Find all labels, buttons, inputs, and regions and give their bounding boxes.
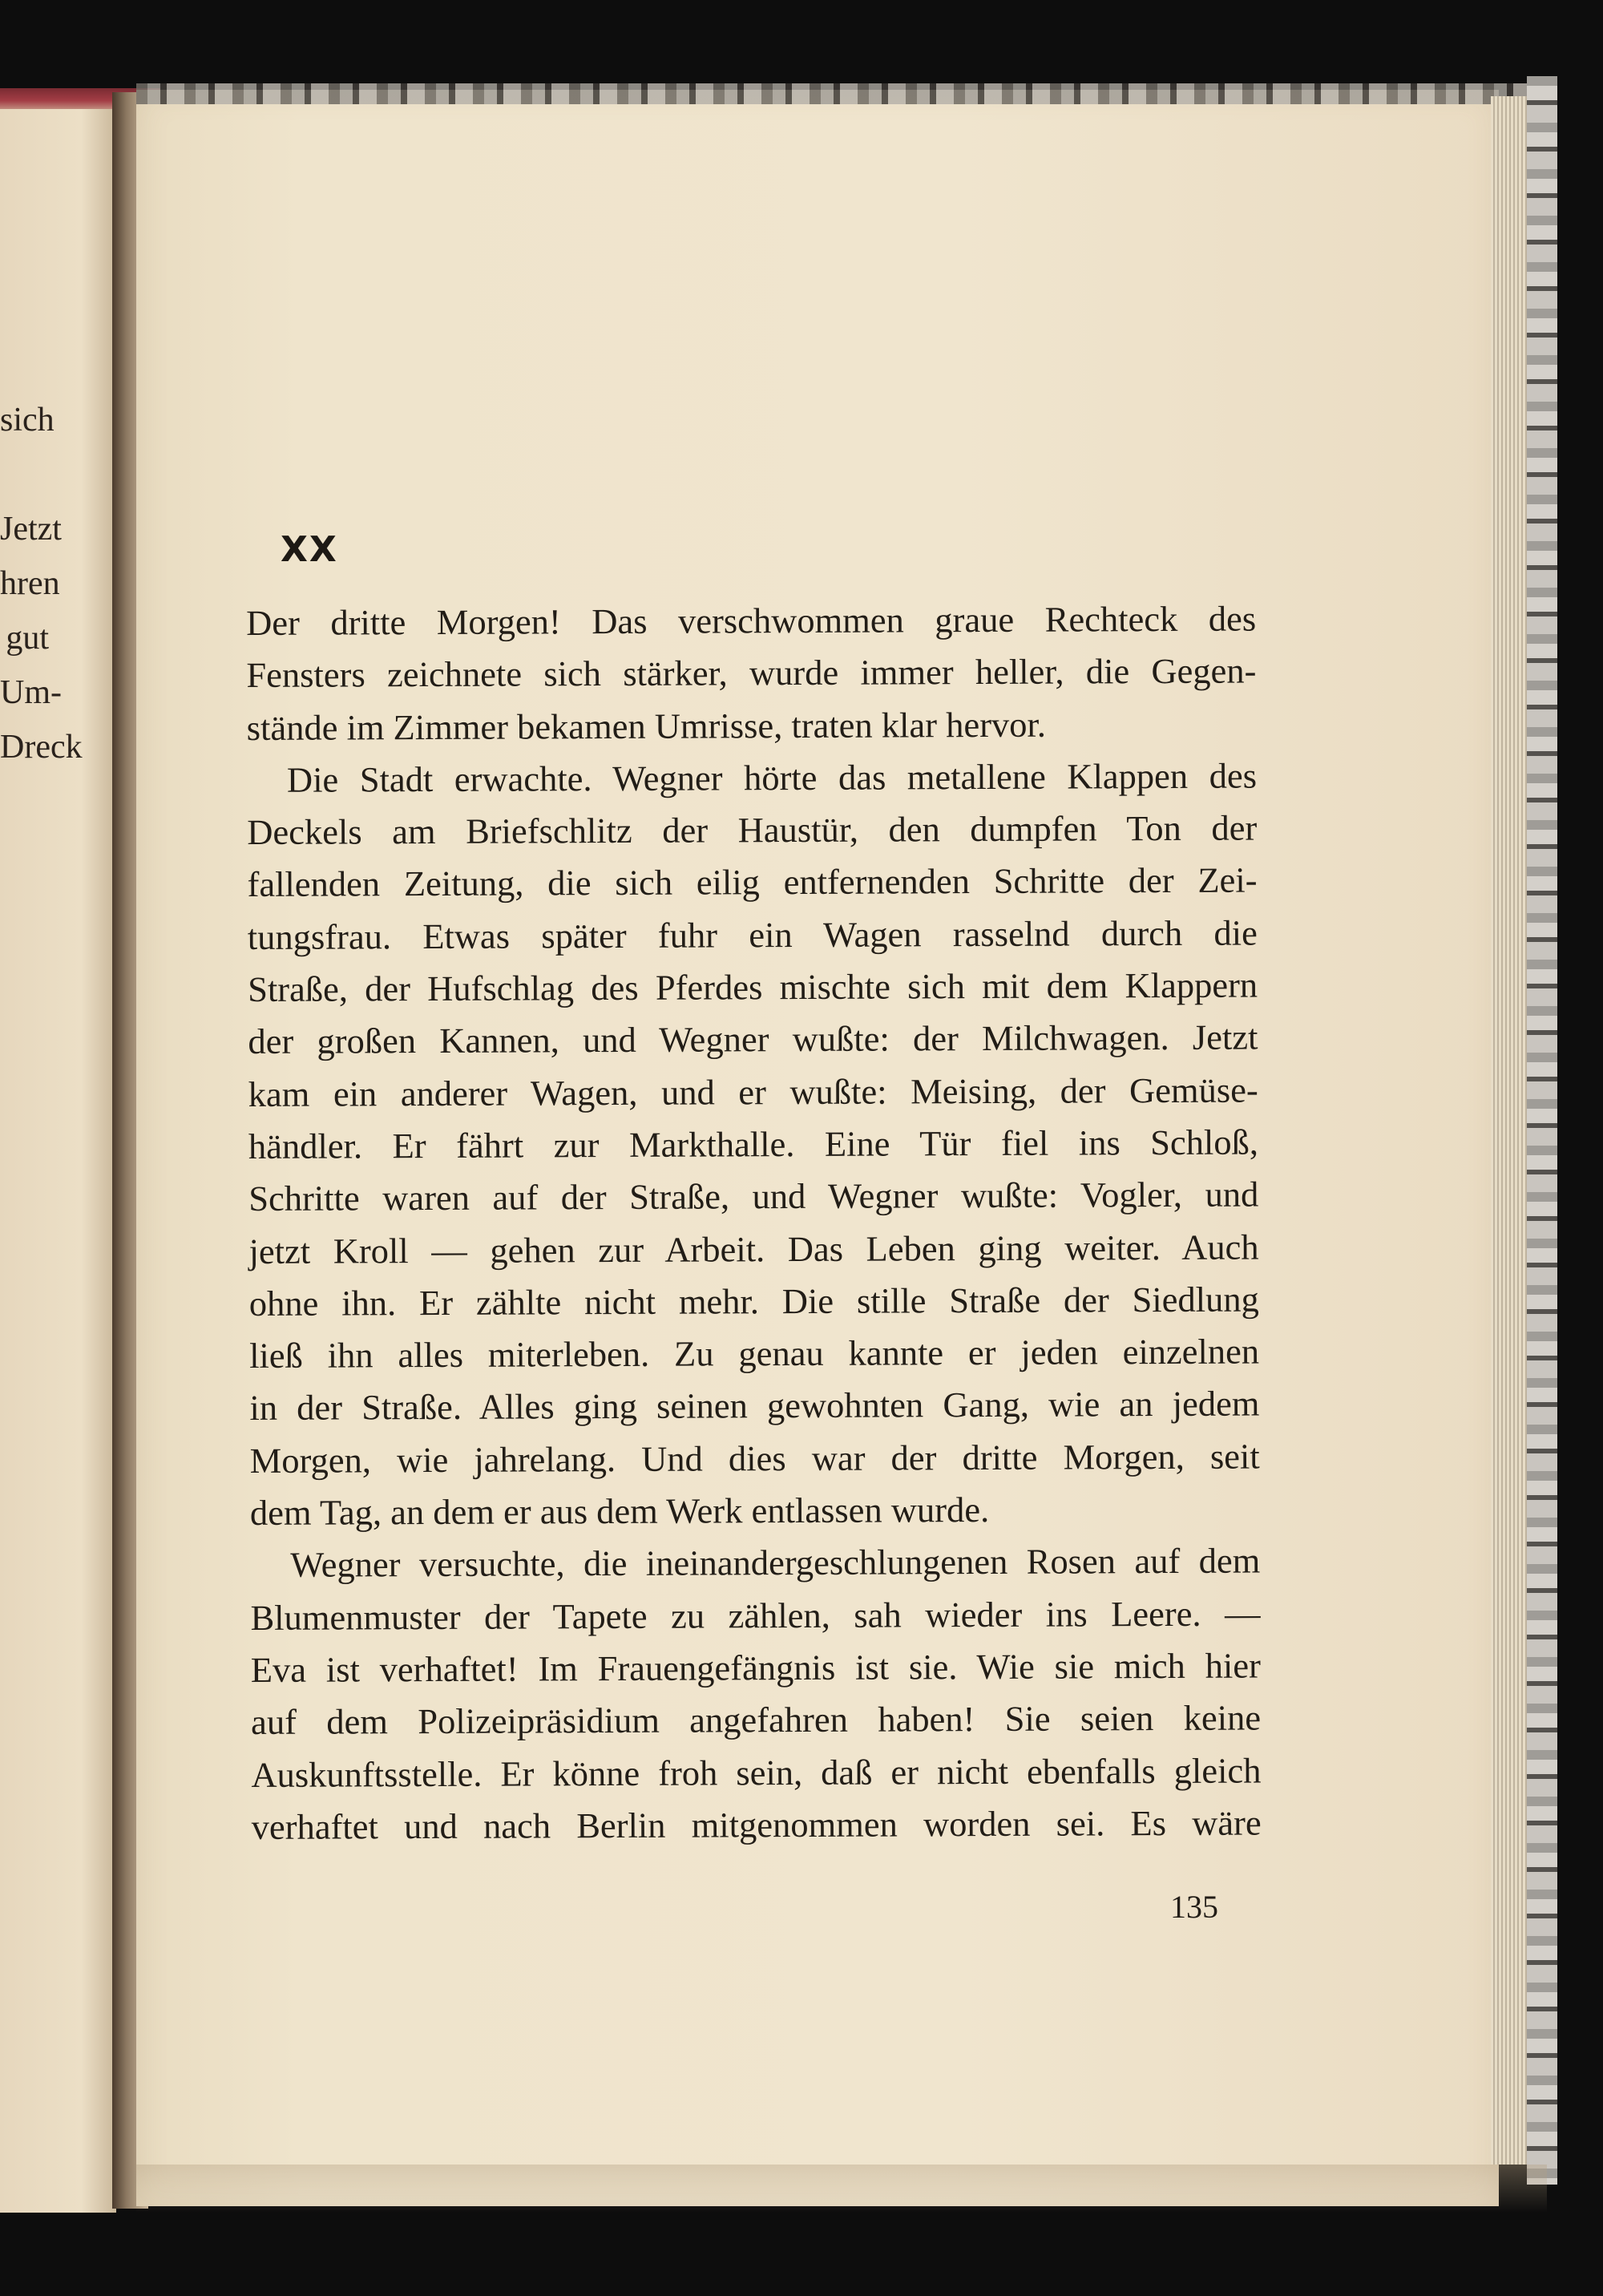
text-line: Die Stadt erwachte. Wegner hörte das metallene Klappen des [286, 755, 1258, 800]
left-fragment: sich [0, 402, 55, 439]
text-line: Blumenmuster der Tapete zu zählen, sah wieder ins Leere. — [250, 1593, 1261, 1638]
text-line: dem Tag, an dem er aus dem Werk entlassen wurde. [249, 1490, 990, 1534]
text-line: kam ein anderer Wagen, und er wußte: Meising, der Gemüse- [248, 1069, 1258, 1114]
text-line: Wegner versuchte, die ineinandergeschlungenen Rosen auf dem [290, 1540, 1261, 1586]
text-line: auf dem Polizeipräsidium angefahren haben! Sie seien keine [251, 1697, 1262, 1743]
text-line: händler. Er fährt zur Markthalle. Eine Tür fiel ins Schloß, [248, 1122, 1259, 1166]
left-fragment [0, 447, 116, 502]
left-page-text [0, 393, 116, 774]
text-line: Auskunftsstelle. Er könne froh sein, daß er nicht ebenfalls gleich [251, 1750, 1262, 1795]
text-line: Fensters zeichnete sich stärker, wurde immer heller, die Gegen- [246, 650, 1257, 696]
right-cover-edge [1527, 76, 1557, 2185]
text-line: Eva ist verhaftet! Im Frauengefängnis ist sie. Wie sie mich hier [250, 1645, 1261, 1690]
page-stack-edge [1491, 96, 1531, 2165]
chapter-heading: XX [281, 529, 338, 570]
text-line: Morgen, wie jahrelang. Und dies war der dritte Morgen, seit [249, 1436, 1260, 1481]
text-line: Straße, der Hufschlag des Pferdes mischte sich mit dem Klappern [248, 964, 1258, 1010]
left-fragment: Dreck [0, 729, 83, 766]
left-fragment: Um- [0, 674, 62, 711]
text-line: jetzt Kroll — gehen zur Arbeit. Das Leben ging weiter. Auch [248, 1227, 1259, 1271]
text-line: Der dritte Morgen! Das verschwommen graue Rechteck des [246, 598, 1257, 643]
left-facing-page [0, 88, 116, 2213]
top-cover-edge [136, 83, 1547, 104]
text-line: Deckels am Briefschlitz der Haustür, den dumpfen Ton der [247, 807, 1258, 853]
text-line: verhaftet und nach Berlin mitgenommen worden sei. Es wäre [251, 1802, 1262, 1847]
text-line: der großen Kannen, und Wegner wußte: der Milchwagen. Jetzt [248, 1017, 1258, 1062]
left-fragment: gut [6, 620, 49, 657]
text-line: tungsfrau. Etwas später fuhr ein Wagen rasselnd durch die [247, 912, 1258, 957]
text-line: ließ ihn alles miterleben. Zu genau kannte er jeden einzelnen [249, 1331, 1260, 1376]
page-number: 135 [1170, 1889, 1218, 1925]
text-line: fallenden Zeitung, die sich eilig entfernenden Schritte der Zei- [247, 859, 1258, 905]
bottom-shadow [136, 2165, 1547, 2213]
body-text [246, 593, 1262, 1854]
text-line: in der Straße. Alles ging seinen gewohnten Gang, wie an jedem [249, 1383, 1260, 1429]
text-line: ohne ihn. Er zählte nicht mehr. Die stille Straße der Siedlung [248, 1279, 1259, 1324]
paragraph [250, 1535, 1262, 1853]
paragraph [247, 750, 1260, 1539]
left-fragment: hren [0, 565, 60, 602]
text-line: stände im Zimmer bekamen Umrisse, traten klar hervor. [246, 704, 1047, 748]
paragraph [246, 593, 1257, 754]
left-fragment: Jetzt [0, 511, 62, 548]
text-line: Schritte waren auf der Straße, und Wegner wußte: Vogler, und [248, 1174, 1259, 1219]
